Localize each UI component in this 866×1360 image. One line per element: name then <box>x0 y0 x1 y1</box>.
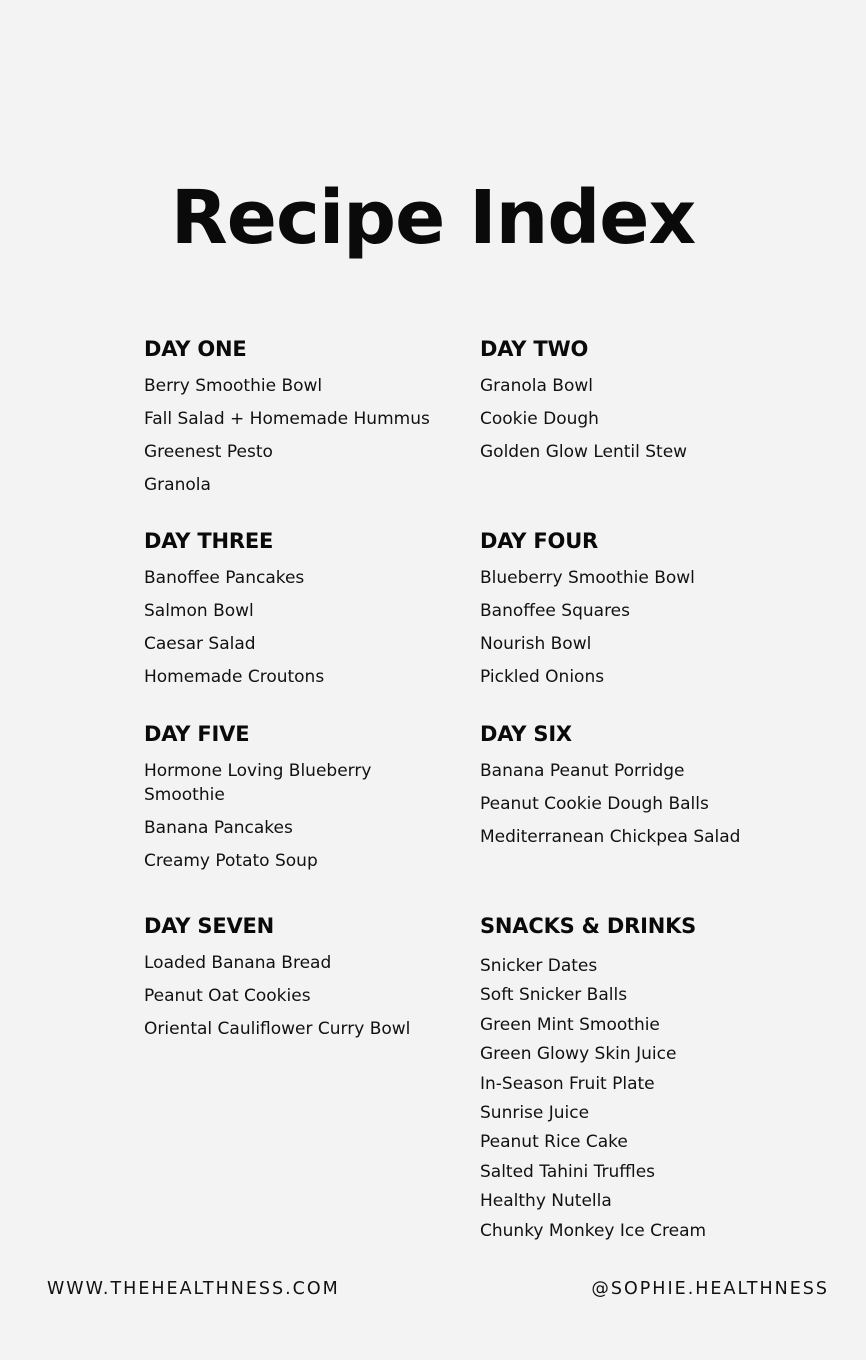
recipe-item: Sunrise Juice <box>480 1102 590 1123</box>
recipe-item: Snicker Dates <box>480 956 598 976</box>
recipe-list <box>480 566 780 689</box>
section-day-three <box>144 528 444 698</box>
recipe-item: Healthy Nutella <box>480 1191 612 1212</box>
recipe-item: Hormone Loving Blueberry Smoothie <box>144 761 372 805</box>
recipe-item: Greenest Pesto <box>144 442 273 462</box>
recipe-list <box>144 759 394 873</box>
recipe-list <box>480 374 780 464</box>
recipe-item: Chunky Monkey Ice Cream <box>480 1220 707 1241</box>
section-snacks-drinks <box>480 913 800 1249</box>
section-day-two <box>480 336 780 473</box>
section-day-four <box>480 528 780 698</box>
recipe-item: Golden Glow Lentil Stew <box>480 442 688 462</box>
recipe-item: Banana Pancakes <box>144 818 293 838</box>
recipe-list <box>480 955 800 1242</box>
recipe-item: Salted Tahini Truffles <box>480 1161 656 1182</box>
recipe-item: Peanut Cookie Dough Balls <box>480 794 709 814</box>
section-day-seven <box>144 913 444 1050</box>
recipe-item: Soft Snicker Balls <box>480 985 628 1006</box>
section-heading: DAY FIVE <box>144 722 250 746</box>
recipe-list <box>480 759 800 849</box>
page-title: Recipe Index <box>170 175 696 261</box>
recipe-item: Homemade Croutons <box>144 667 325 687</box>
recipe-item: Caesar Salad <box>144 634 256 654</box>
recipe-item: Green Glowy Skin Juice <box>480 1044 677 1065</box>
footer-handle: @SOPHIE.HEALTHNESS <box>591 1279 829 1299</box>
recipe-item: Banana Peanut Porridge <box>480 761 685 781</box>
recipe-item: In-Season Fruit Plate <box>480 1073 655 1094</box>
section-heading: SNACKS & DRINKS <box>480 914 697 938</box>
section-heading: DAY SIX <box>480 722 572 746</box>
recipe-list <box>144 951 444 1041</box>
section-day-one <box>144 336 444 506</box>
section-day-six <box>480 721 800 858</box>
recipe-item: Berry Smoothie Bowl <box>144 376 323 396</box>
footer-website: WWW.THEHEALTHNESS.COM <box>47 1279 340 1299</box>
section-heading: DAY FOUR <box>480 529 599 553</box>
recipe-item: Pickled Onions <box>480 667 605 687</box>
recipe-item: Cookie Dough <box>480 409 599 429</box>
recipe-item: Green Mint Smoothie <box>480 1014 660 1035</box>
recipe-item: Peanut Oat Cookies <box>144 986 311 1006</box>
section-heading: DAY THREE <box>144 529 274 553</box>
section-heading: DAY TWO <box>480 337 589 361</box>
recipe-item: Banoffee Squares <box>480 601 630 621</box>
recipe-item: Creamy Potato Soup <box>144 851 318 871</box>
recipe-item: Banoffee Pancakes <box>144 568 305 588</box>
recipe-list <box>144 566 444 689</box>
section-day-five <box>144 721 394 882</box>
recipe-item: Granola <box>144 475 211 495</box>
recipe-item: Salmon Bowl <box>144 601 254 621</box>
recipe-item: Oriental Cauliflower Curry Bowl <box>144 1019 411 1039</box>
recipe-item: Fall Salad + Homemade Hummus <box>144 409 430 429</box>
section-heading: DAY ONE <box>144 337 247 361</box>
recipe-item: Mediterranean Chickpea Salad <box>480 827 741 847</box>
recipe-item: Blueberry Smoothie Bowl <box>480 568 695 588</box>
recipe-item: Granola Bowl <box>480 376 593 396</box>
recipe-item: Nourish Bowl <box>480 634 592 654</box>
recipe-item: Loaded Banana Bread <box>144 953 332 973</box>
section-heading: DAY SEVEN <box>144 914 275 938</box>
recipe-item: Peanut Rice Cake <box>480 1132 628 1153</box>
recipe-list <box>144 374 444 497</box>
